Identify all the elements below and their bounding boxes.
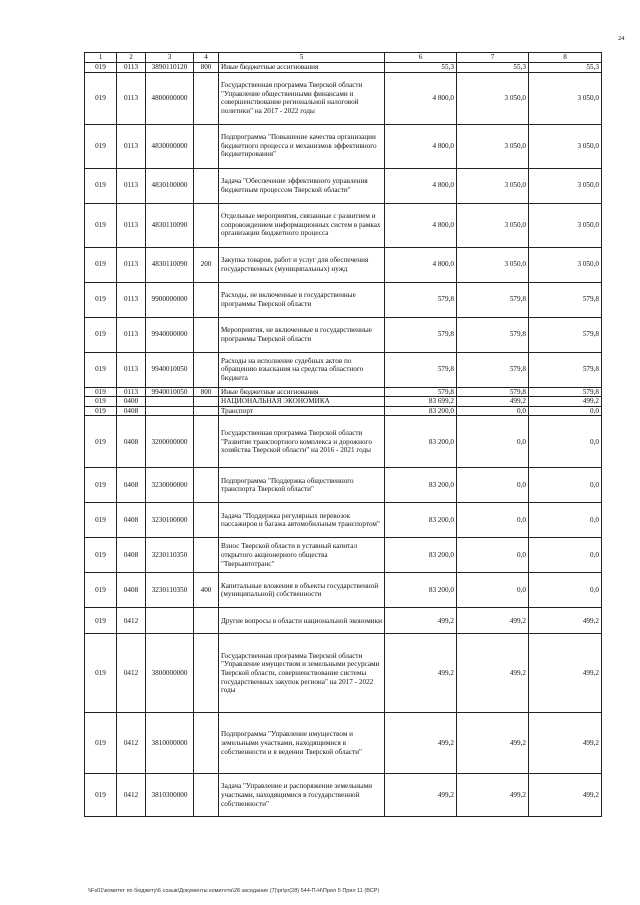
section-cell: 0113	[117, 124, 146, 168]
target-article-cell: 3800000000	[146, 634, 194, 713]
item-name-cell: Задача "Обеспечение эффективного управления бюджетным процессом Тверской области"	[219, 168, 385, 203]
code-admin-cell: 019	[85, 387, 117, 397]
amount-2020-cell: 0,0	[457, 503, 529, 538]
amount-2020-cell: 499,2	[457, 774, 529, 817]
section-cell: 0408	[117, 538, 146, 573]
code-admin-cell: 019	[85, 203, 117, 247]
table-row	[85, 573, 602, 608]
amount-2019-cell: 4 800,0	[385, 247, 457, 282]
amount-2019-cell: 4 800,0	[385, 124, 457, 168]
amount-2021-cell: 0,0	[529, 573, 602, 608]
code-admin-cell: 019	[85, 634, 117, 713]
amount-2021-cell: 499,2	[529, 397, 602, 407]
table-row	[85, 713, 602, 774]
page-number: 24	[618, 35, 625, 42]
amount-2019-cell: 83 200,0	[385, 468, 457, 503]
amount-2021-cell: 579,8	[529, 317, 602, 352]
item-name-cell: НАЦИОНАЛЬНАЯ ЭКОНОМИКА	[219, 397, 385, 407]
table-header-row	[85, 53, 602, 63]
amount-2021-cell: 579,8	[529, 282, 602, 317]
expense-type-cell	[194, 282, 219, 317]
section-cell: 0412	[117, 634, 146, 713]
code-admin-cell: 019	[85, 713, 117, 774]
table-row	[85, 608, 602, 634]
code-admin-cell: 019	[85, 124, 117, 168]
target-article-cell: 3200000000	[146, 416, 194, 468]
amount-2021-cell: 0,0	[529, 468, 602, 503]
target-article-cell: 4830110090	[146, 203, 194, 247]
amount-2019-cell: 579,8	[385, 352, 457, 387]
amount-2020-cell: 3 050,0	[457, 247, 529, 282]
amount-2020-cell: 3 050,0	[457, 72, 529, 124]
item-name-cell: Подпрограмма "Поддержка общественного транспорта Тверской области"	[219, 468, 385, 503]
code-admin-cell: 019	[85, 168, 117, 203]
amount-2021-cell: 579,8	[529, 352, 602, 387]
amount-2020-cell: 0,0	[457, 416, 529, 468]
amount-2019-cell: 579,8	[385, 387, 457, 397]
expense-type-cell	[194, 468, 219, 503]
expense-type-cell	[194, 538, 219, 573]
expense-type-cell	[194, 634, 219, 713]
expense-type-cell	[194, 72, 219, 124]
table-row	[85, 317, 602, 352]
amount-2019-cell: 83 200,0	[385, 416, 457, 468]
amount-2019-cell: 579,8	[385, 317, 457, 352]
target-article-cell: 4830100000	[146, 168, 194, 203]
code-admin-cell: 019	[85, 397, 117, 407]
table-row	[85, 168, 602, 203]
expense-type-cell: 800	[194, 63, 219, 73]
section-cell: 0113	[117, 203, 146, 247]
table-row	[85, 247, 602, 282]
item-name-cell: Расходы на исполнение судебных актов по обращению взыскания на средства областного бюджета	[219, 352, 385, 387]
amount-2019-cell: 499,2	[385, 634, 457, 713]
amount-2020-cell: 579,8	[457, 317, 529, 352]
code-admin-cell: 019	[85, 72, 117, 124]
amount-2021-cell: 3 050,0	[529, 124, 602, 168]
column-header: 8	[529, 53, 602, 63]
amount-2020-cell: 0,0	[457, 538, 529, 573]
amount-2020-cell: 3 050,0	[457, 124, 529, 168]
amount-2021-cell: 3 050,0	[529, 72, 602, 124]
table-row	[85, 352, 602, 387]
amount-2021-cell: 579,8	[529, 387, 602, 397]
target-article-cell: 9940010050	[146, 387, 194, 397]
amount-2021-cell: 0,0	[529, 503, 602, 538]
target-article-cell: 9900000000	[146, 282, 194, 317]
target-article-cell: 4800000000	[146, 72, 194, 124]
target-article-cell: 3230000000	[146, 468, 194, 503]
amount-2020-cell: 0,0	[457, 468, 529, 503]
amount-2021-cell: 55,3	[529, 63, 602, 73]
amount-2019-cell: 579,8	[385, 282, 457, 317]
amount-2020-cell: 579,8	[457, 282, 529, 317]
table-row	[85, 397, 602, 407]
target-article-cell: 3890110120	[146, 63, 194, 73]
table-row	[85, 538, 602, 573]
target-article-cell	[146, 406, 194, 416]
expense-type-cell	[194, 124, 219, 168]
section-cell: 0408	[117, 416, 146, 468]
expense-type-cell	[194, 168, 219, 203]
expense-type-cell	[194, 397, 219, 407]
code-admin-cell: 019	[85, 352, 117, 387]
amount-2021-cell: 0,0	[529, 406, 602, 416]
target-article-cell: 3810000000	[146, 713, 194, 774]
section-cell: 0400	[117, 397, 146, 407]
target-article-cell: 9940010050	[146, 352, 194, 387]
amount-2019-cell: 499,2	[385, 774, 457, 817]
code-admin-cell: 019	[85, 468, 117, 503]
code-admin-cell: 019	[85, 317, 117, 352]
section-cell: 0113	[117, 317, 146, 352]
amount-2019-cell: 83 200,0	[385, 538, 457, 573]
column-header: 5	[219, 53, 385, 63]
amount-2020-cell: 499,2	[457, 397, 529, 407]
expense-type-cell	[194, 608, 219, 634]
expense-type-cell: 800	[194, 387, 219, 397]
table-row	[85, 406, 602, 416]
amount-2019-cell: 83 699,2	[385, 397, 457, 407]
amount-2020-cell: 579,8	[457, 352, 529, 387]
section-cell: 0408	[117, 503, 146, 538]
amount-2021-cell: 0,0	[529, 416, 602, 468]
amount-2021-cell: 499,2	[529, 713, 602, 774]
item-name-cell: Взнос Тверской области в уставный капитал открытого акционерного общества "Тверьавтотранс"	[219, 538, 385, 573]
section-cell: 0412	[117, 608, 146, 634]
item-name-cell: Государственная программа Тверской области "Развитие транспортного комплекса и дорожного хозяйства Тверской области" на 2016 - 2021 годы	[219, 416, 385, 468]
amount-2021-cell: 3 050,0	[529, 203, 602, 247]
item-name-cell: Подпрограмма "Повышение качества организации бюджетного процесса и механизмов эффективного бюджетирования"	[219, 124, 385, 168]
amount-2020-cell: 3 050,0	[457, 168, 529, 203]
item-name-cell: Транспорт	[219, 406, 385, 416]
item-name-cell: Иные бюджетные ассигнования	[219, 63, 385, 73]
item-name-cell: Задача "Управление и распоряжение земельными участками, находящимися в государственной собственности"	[219, 774, 385, 817]
section-cell: 0113	[117, 387, 146, 397]
code-admin-cell: 019	[85, 608, 117, 634]
target-article-cell: 9940000000	[146, 317, 194, 352]
expense-type-cell: 400	[194, 573, 219, 608]
column-header: 1	[85, 53, 117, 63]
target-article-cell: 3230110350	[146, 573, 194, 608]
code-admin-cell: 019	[85, 63, 117, 73]
amount-2020-cell: 499,2	[457, 608, 529, 634]
item-name-cell: Мероприятия, не включенные в государственные программы Тверской области	[219, 317, 385, 352]
target-article-cell: 4830000000	[146, 124, 194, 168]
column-header: 2	[117, 53, 146, 63]
amount-2019-cell: 499,2	[385, 713, 457, 774]
code-admin-cell: 019	[85, 282, 117, 317]
table-row	[85, 124, 602, 168]
item-name-cell: Отдельные мероприятия, связанные с развитием и сопровождением информационных систем в рамках организации бюджетного процесса	[219, 203, 385, 247]
amount-2020-cell: 3 050,0	[457, 203, 529, 247]
amount-2020-cell: 499,2	[457, 634, 529, 713]
column-header: 4	[194, 53, 219, 63]
table-row	[85, 634, 602, 713]
code-admin-cell: 019	[85, 416, 117, 468]
amount-2019-cell: 4 800,0	[385, 72, 457, 124]
table-row	[85, 416, 602, 468]
column-header: 7	[457, 53, 529, 63]
code-admin-cell: 019	[85, 247, 117, 282]
target-article-cell: 3810300000	[146, 774, 194, 817]
amount-2020-cell: 0,0	[457, 573, 529, 608]
amount-2019-cell: 499,2	[385, 608, 457, 634]
section-cell: 0113	[117, 282, 146, 317]
code-admin-cell: 019	[85, 503, 117, 538]
table-row	[85, 203, 602, 247]
expense-type-cell	[194, 352, 219, 387]
expense-type-cell	[194, 774, 219, 817]
target-article-cell: 3230100000	[146, 503, 194, 538]
table-row	[85, 387, 602, 397]
section-cell: 0113	[117, 352, 146, 387]
code-admin-cell: 019	[85, 774, 117, 817]
target-article-cell: 3230110350	[146, 538, 194, 573]
amount-2019-cell: 4 800,0	[385, 203, 457, 247]
amount-2020-cell: 0,0	[457, 406, 529, 416]
item-name-cell: Подпрограмма "Управление имуществом и земельными участками, находящимися в собственности и в ведении Тверской области"	[219, 713, 385, 774]
table-row	[85, 468, 602, 503]
code-admin-cell: 019	[85, 406, 117, 416]
section-cell: 0113	[117, 168, 146, 203]
item-name-cell: Капитальные вложения в объекты государственной (муниципальной) собственности	[219, 573, 385, 608]
section-cell: 0408	[117, 406, 146, 416]
amount-2019-cell: 83 200,0	[385, 406, 457, 416]
table-row	[85, 63, 602, 73]
code-admin-cell: 019	[85, 538, 117, 573]
table-row	[85, 282, 602, 317]
expense-type-cell	[194, 317, 219, 352]
amount-2021-cell: 3 050,0	[529, 247, 602, 282]
table-row	[85, 72, 602, 124]
amount-2021-cell: 3 050,0	[529, 168, 602, 203]
section-cell: 0412	[117, 774, 146, 817]
table-row	[85, 503, 602, 538]
amount-2019-cell: 4 800,0	[385, 168, 457, 203]
amount-2019-cell: 83 200,0	[385, 573, 457, 608]
target-article-cell: 4830110090	[146, 247, 194, 282]
amount-2019-cell: 83 200,0	[385, 503, 457, 538]
item-name-cell: Государственная программа Тверской области "Управление имуществом и земельными ресурсами Тверской области, совершенствование системы государственных закупок региона" на 2017 - 2022 годы	[219, 634, 385, 713]
table-row	[85, 774, 602, 817]
amount-2019-cell: 55,3	[385, 63, 457, 73]
section-cell: 0113	[117, 72, 146, 124]
column-header: 6	[385, 53, 457, 63]
expense-type-cell	[194, 406, 219, 416]
column-header: 3	[146, 53, 194, 63]
expense-type-cell	[194, 203, 219, 247]
expense-type-cell	[194, 503, 219, 538]
item-name-cell: Закупка товаров, работ и услуг для обеспечения государственных (муниципальных) нужд	[219, 247, 385, 282]
item-name-cell: Расходы, не включенные в государственные программы Тверской области	[219, 282, 385, 317]
amount-2020-cell: 579,8	[457, 387, 529, 397]
item-name-cell: Задача "Поддержка регулярных перевозок пассажиров и багажа автомобильным транспортом"	[219, 503, 385, 538]
section-cell: 0113	[117, 247, 146, 282]
budget-table	[84, 52, 602, 817]
target-article-cell	[146, 397, 194, 407]
item-name-cell: Другие вопросы в области национальной экономики	[219, 608, 385, 634]
section-cell: 0113	[117, 63, 146, 73]
amount-2020-cell: 499,2	[457, 713, 529, 774]
footer-file-path: \\Fs01\комитет по бюджету\6 созыв\Документы комитета\28 заседание (7)\pr\pr(28) 544-П-Н\Прил 5 Прил 11 (ВСР)	[88, 888, 380, 894]
item-name-cell: Государственная программа Тверской области "Управление общественными финансами и совершенствование региональной налоговой политики" на 2017 - 2022 годы	[219, 72, 385, 124]
section-cell: 0408	[117, 573, 146, 608]
section-cell: 0412	[117, 713, 146, 774]
expense-type-cell	[194, 416, 219, 468]
item-name-cell: Иные бюджетные ассигнования	[219, 387, 385, 397]
amount-2021-cell: 499,2	[529, 774, 602, 817]
amount-2021-cell: 0,0	[529, 538, 602, 573]
expense-type-cell	[194, 713, 219, 774]
section-cell: 0408	[117, 468, 146, 503]
amount-2021-cell: 499,2	[529, 608, 602, 634]
expense-type-cell: 200	[194, 247, 219, 282]
amount-2021-cell: 499,2	[529, 634, 602, 713]
amount-2020-cell: 55,3	[457, 63, 529, 73]
code-admin-cell: 019	[85, 573, 117, 608]
target-article-cell	[146, 608, 194, 634]
